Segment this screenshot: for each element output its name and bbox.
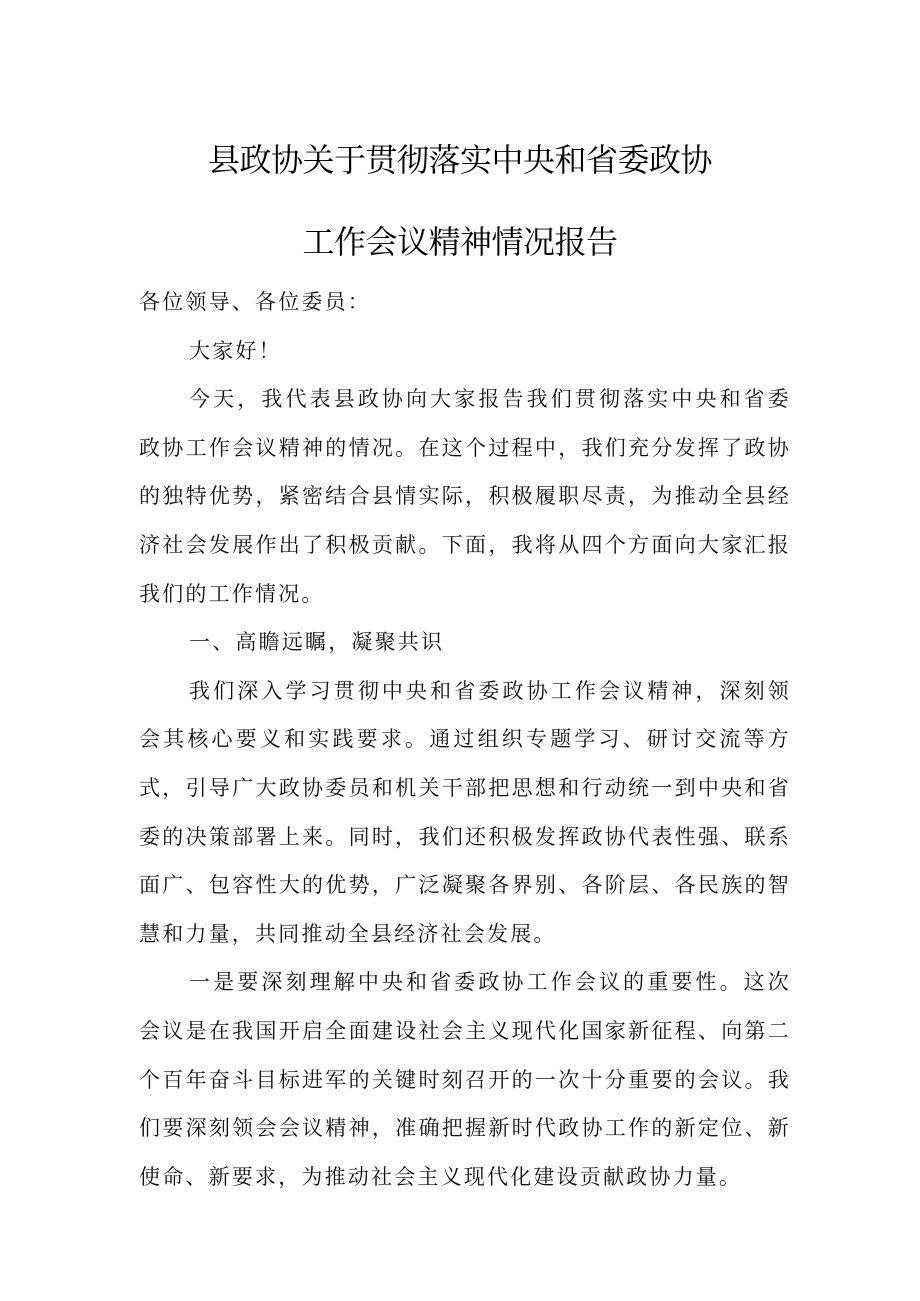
salutation: 各位领导、各位委员：: [139, 290, 371, 314]
section-heading-1: 一、高瞻远瞩，凝聚共识: [189, 630, 445, 655]
paragraph-greeting: 大家好！: [189, 338, 282, 363]
document-body: [139, 278, 791, 1201]
document-title-line-1: 县政协关于贯彻落实中央和省委政协: [207, 141, 712, 179]
document-title-line-2: 工作会议精神情况报告: [302, 223, 618, 261]
paragraph-section-1: 我们深入学习贯彻中央和省委政协工作会议精神，深刻领会其核心要义和实践要求。通过组织专题学习、研讨交流等方式，引导广大政协委员和机关干部把思想和行动统一到中央和省委的决策部署上来。同时，我们还积极发挥政协代表性强、联系面广、包容性大的优势，广泛凝聚各界别、各阶层、各民族的智慧和力量，共同推动全县经济社会发展。: [139, 678, 791, 946]
paragraph-point-1: 一是要深刻理解中央和省委政协工作会议的重要性。这次会议是在我国开启全面建设社会主义现代化国家新征程、向第二个百年奋斗目标进军的关键时刻召开的一次十分重要的会议。我们要深刻领会会议精神，准确把握新时代政协工作的新定位、新使命、新要求，为推动社会主义现代化建设贡献政协力量。: [139, 970, 791, 1189]
paragraph-intro: 今天，我代表县政协向大家报告我们贯彻落实中央和省委政协工作会议精神的情况。在这个过程中，我们充分发挥了政协的独特优势，紧密结合县情实际，积极履职尽责，为推动全县经济社会发展作出了积极贡献。下面，我将从四个方面向大家汇报我们的工作情况。: [139, 387, 791, 606]
